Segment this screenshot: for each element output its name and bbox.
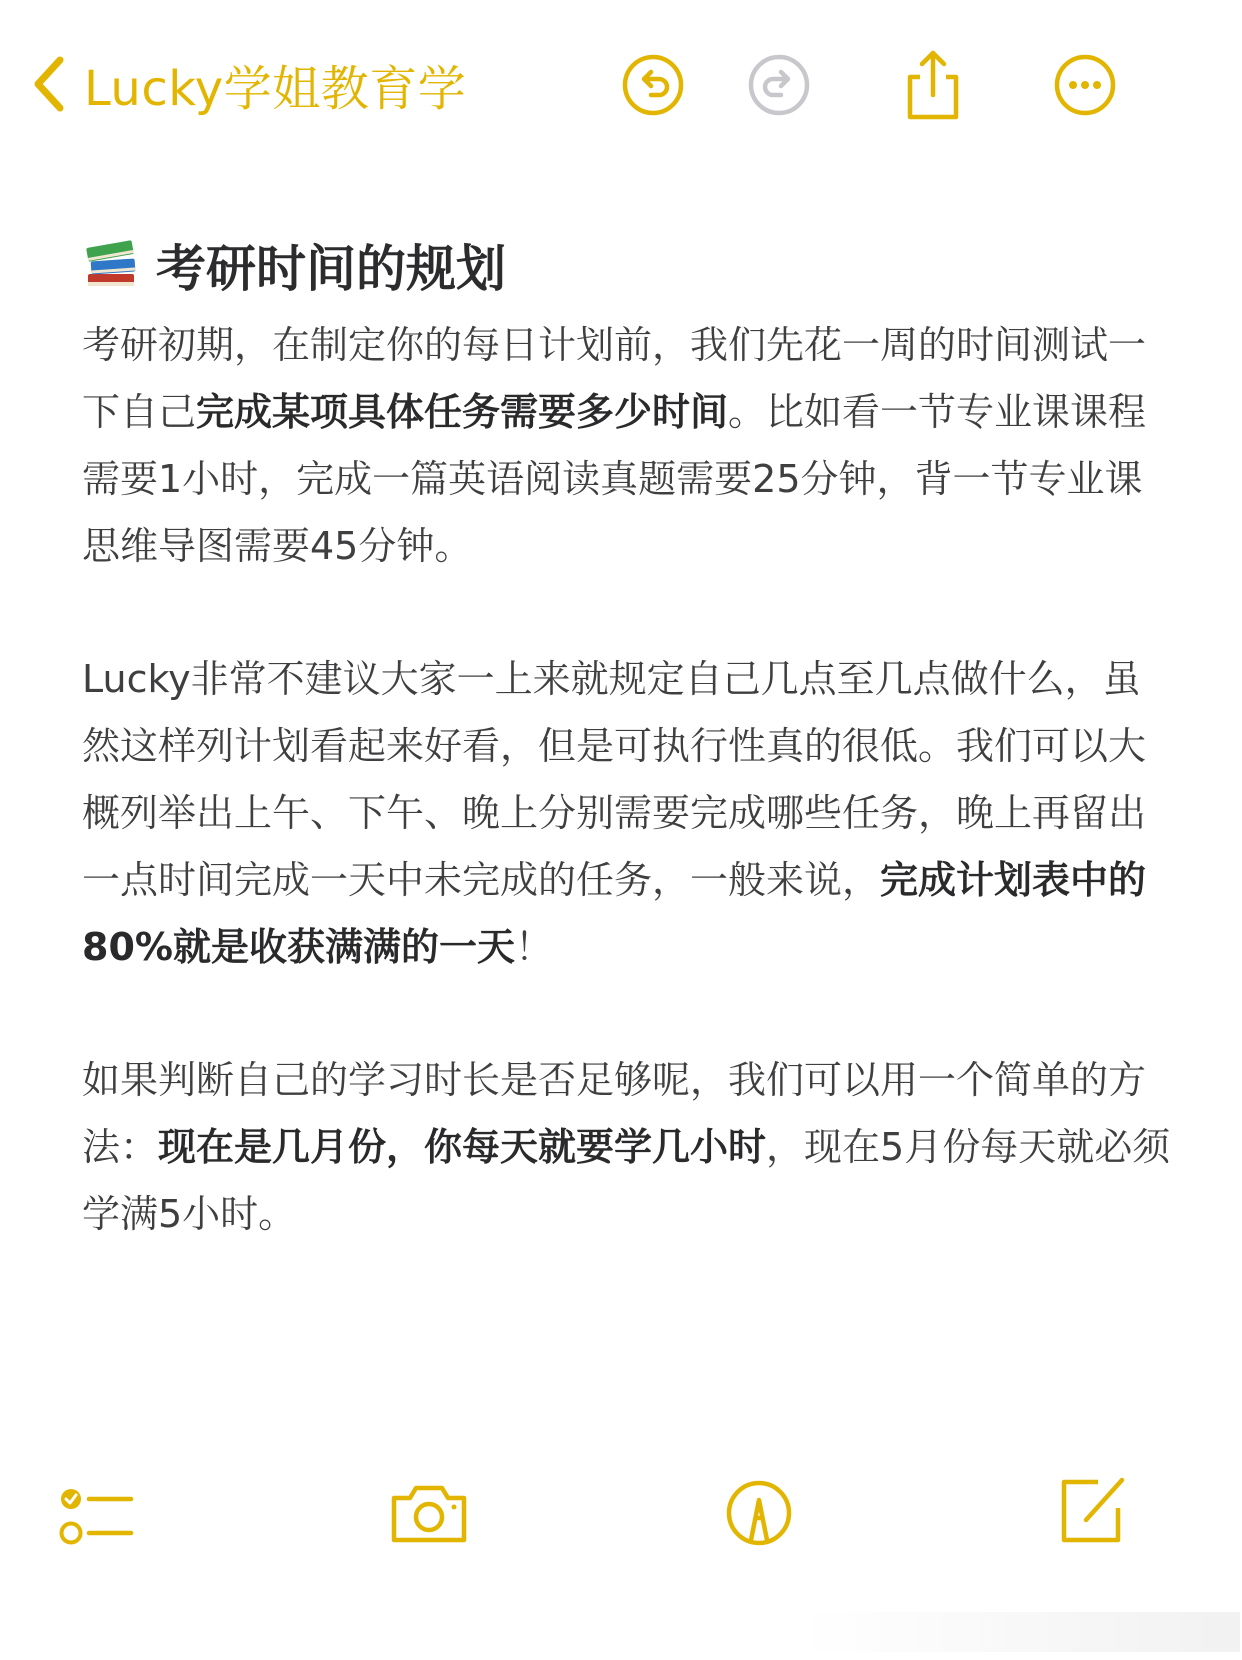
chevron-left-icon	[30, 56, 66, 112]
paragraph-1	[82, 312, 1172, 580]
p3-text: 如果判断自己的学习时长是否足够呢，我们可以用一个简单的方法：	[82, 1058, 1147, 1169]
p1-bold: 完成某项具体任务需要多少时间	[196, 390, 729, 434]
p2-text-2: ！	[514, 925, 553, 969]
back-label: Lucky学姐教育学	[84, 60, 467, 117]
share-button[interactable]	[898, 50, 968, 120]
more-button[interactable]	[1050, 50, 1120, 120]
paragraph-2	[82, 646, 1172, 981]
note-body[interactable]	[82, 230, 1172, 1248]
p2-text: Lucky非常不建议大家一上来就规定自己几点至几点做什么，虽然这样列计划看起来好看，但是可执行性真的很低。我们可以大概列举出上午、下午、晚上分别需要完成哪些任务，晚上再留出一点时间完成一天中未完成的任务，一般来说，	[82, 657, 1147, 902]
more-icon	[1053, 53, 1117, 117]
checklist-icon	[59, 1485, 135, 1549]
note-title-text: 考研时间的规划	[156, 240, 506, 298]
p2-bold: 完成计划表中的80%就是收获满满的一天	[82, 858, 1147, 969]
compose-icon	[1058, 1472, 1128, 1546]
checklist-button[interactable]	[52, 1472, 142, 1562]
redo-icon	[747, 53, 811, 117]
books-icon	[82, 236, 140, 294]
camera-icon	[388, 1480, 470, 1546]
markup-icon	[724, 1478, 794, 1548]
markup-button[interactable]	[714, 1468, 804, 1558]
p1-text: 考研初期，在制定你的每日计划前，我们先花一周的时间测试一下自己	[82, 323, 1147, 434]
share-icon	[902, 49, 964, 121]
undo-button[interactable]	[618, 50, 688, 120]
redo-button[interactable]	[744, 50, 814, 120]
p1-text-2: 。比如看一节专业课课程需要1小时，完成一篇英语阅读真题需要25分钟，背一节专业课思维导图需要45分钟。	[82, 390, 1147, 568]
back-button[interactable]	[30, 48, 466, 120]
undo-icon	[621, 53, 685, 117]
note-title	[82, 230, 1172, 300]
paragraph-3	[82, 1047, 1172, 1248]
navigation-bar	[0, 0, 1242, 170]
camera-button[interactable]	[384, 1468, 474, 1558]
p3-bold: 现在是几月份，你每天就要学几小时	[158, 1125, 767, 1169]
watermark	[800, 1612, 1240, 1652]
p3-text-2: ，现在5月份每天就必须学满5小时。	[82, 1125, 1171, 1236]
compose-button[interactable]	[1048, 1464, 1138, 1554]
